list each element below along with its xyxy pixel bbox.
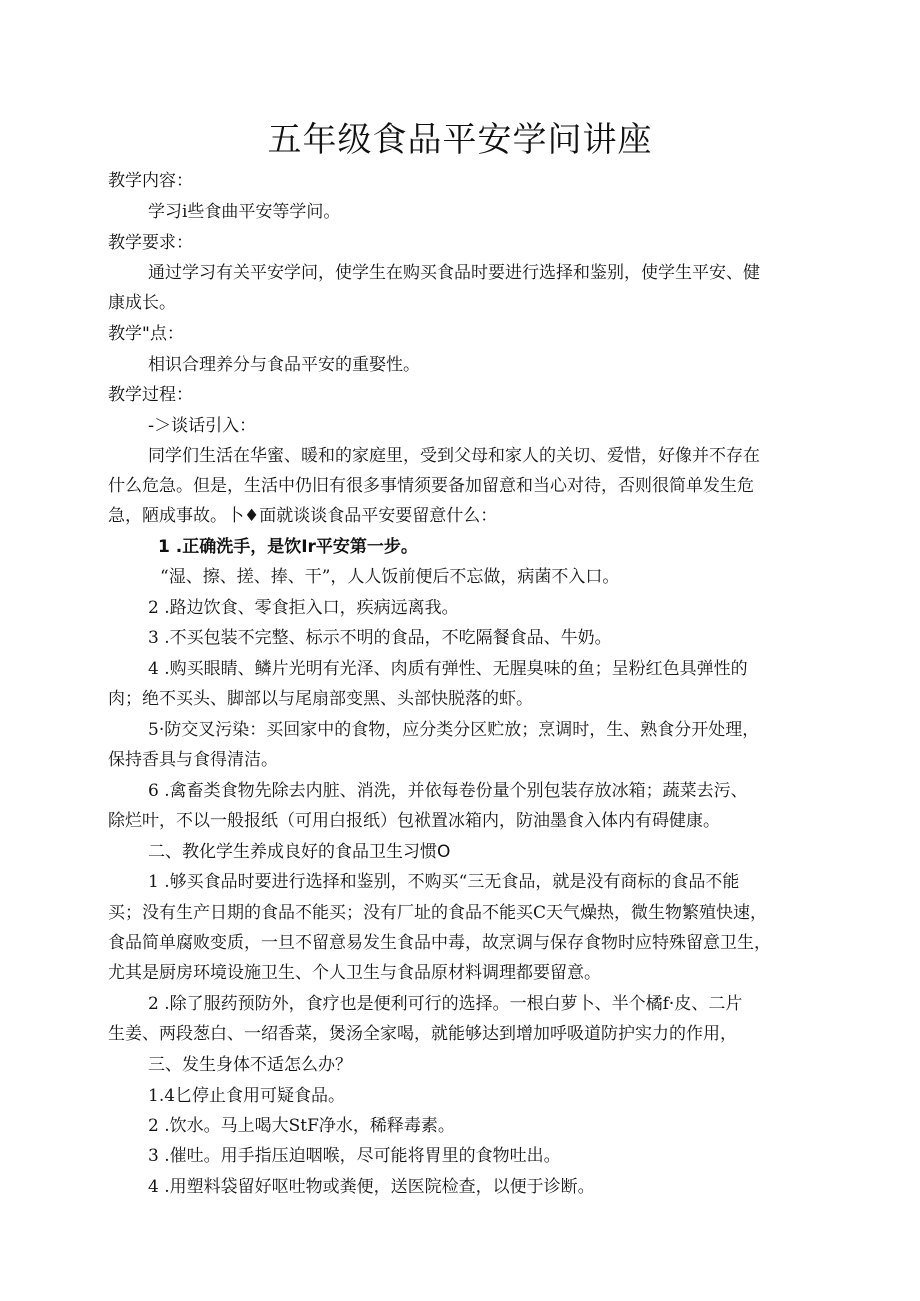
item-6-line-2: 除烂叶，不以一般报纸（可用白报纸）包袱置冰箱内，防油墨食入体内有碍健康。 <box>108 811 720 831</box>
section-3-item-3: 3 .催吐。用手指压迫咽喉，尽可能将胃里的食物吐出。 <box>148 1146 561 1166</box>
section-2-item-2-line-1: 2 .除了服药预防外，食疗也是便利可行的选择。一根白萝卜、半个橘f·皮、二片 <box>148 994 743 1014</box>
content-text: 学习i些食曲平安等学问。 <box>148 202 341 222</box>
key-point-text: 相识合理养分与食品平安的重娶性。 <box>148 355 420 375</box>
item-4-line-2: 肉；绝不买头、脚部以与尾扇部变黑、头部快脱落的虾。 <box>108 689 533 709</box>
intro-heading: -＞谈话引入： <box>148 416 257 436</box>
page-title: 五年级食品平安学问讲座 <box>267 120 653 160</box>
section-3-item-4: 4 .用塑料袋留好呕吐物或粪便，送医院检查，以便于诊断。 <box>148 1177 595 1197</box>
key-point-label: 教学"点： <box>108 324 184 344</box>
section-2-item-2-line-2: 生姜、两段葱白、一绍香菜，煲汤全家喝，就能够达到增加呼吸道防护实力的作用， <box>108 1024 737 1044</box>
item-6-line-1: 6 .禽畜类食物先除去内脏、消洗，并依每卷份量个别包装存放冰箱；蔬菜去污、 <box>148 781 748 801</box>
requirement-text-line-1: 通过学习有关平安学问，使学生在购买食品时要进行选择和鉴别，使学生平安、健 <box>148 263 760 283</box>
item-1: 1 .正确洗手，是饮Ir平安第一步。 <box>158 537 418 557</box>
item-2: 2 .路边饮食、零食拒入口，疾病远离我。 <box>148 598 459 618</box>
section-2-item-1-line-1: 1 .够买食品时要进行选择和鉴别，不购买“三无食品，就是没有商标的食品不能 <box>148 872 740 892</box>
section-2-item-1-line-4: 尤其是厨房环境设施卫生、个人卫生与食品原材料调理都要留意。 <box>108 963 601 983</box>
intro-line-2: 什么危急。但是，生活中仍旧有很多事情须要备加留意和当心对待，否则很简单发生危 <box>108 476 754 496</box>
requirement-text-line-2: 康成长。 <box>108 293 176 313</box>
content-label: 教学内容： <box>108 171 193 191</box>
item-3: 3 .不买包装不完整、标示不明的食品，不吃隔餐食品、牛奶。 <box>148 628 612 648</box>
item-1-sub: “湿、擦、搓、捧、干”，人人饭前便后不忘做，病菌不入口。 <box>160 567 620 587</box>
section-2-item-1-line-3: 食品简单腐败变质，一旦不留意易发生食品中毒，故烹调与保存食物时应特殊留意卫生， <box>108 933 771 953</box>
item-4-line-1: 4 .购买眼睛、鳞片光明有光泽、肉质有弹性、无腥臭味的鱼；呈粉红色具弹性的 <box>148 659 748 679</box>
section-3-heading: 三、发生身体不适怎么办？ <box>148 1055 352 1075</box>
item-5-line-2: 保持香具与食得清洁。 <box>108 750 278 770</box>
section-2-item-1-line-2: 买；没有生产日期的食品不能买；没有厂址的食品不能买C天气燥热，微生物繁殖快速， <box>108 903 768 923</box>
intro-line-3: 急，陋成事故。卜♦面就谈谈食品平安要留意什么： <box>108 506 498 526</box>
section-3-item-2: 2 .饮水。马上喝大StF净水，稀释毒素。 <box>148 1116 455 1136</box>
process-label: 教学过程： <box>108 385 193 405</box>
requirement-label: 教学要求： <box>108 233 193 253</box>
section-2-heading: 二、教化学生养成良好的食品卫生习惯O <box>148 842 451 862</box>
item-5-line-1: 5·防交叉污染：买回家中的食物，应分类分区贮放；烹调时，生、熟食分开处理， <box>148 720 760 740</box>
section-3-item-1: 1.4匕停止食用可疑食品。 <box>148 1086 346 1106</box>
intro-line-1: 同学们生活在华蜜、暖和的家庭里，受到父母和家人的关切、爱惜，好像并不存在 <box>148 446 760 466</box>
